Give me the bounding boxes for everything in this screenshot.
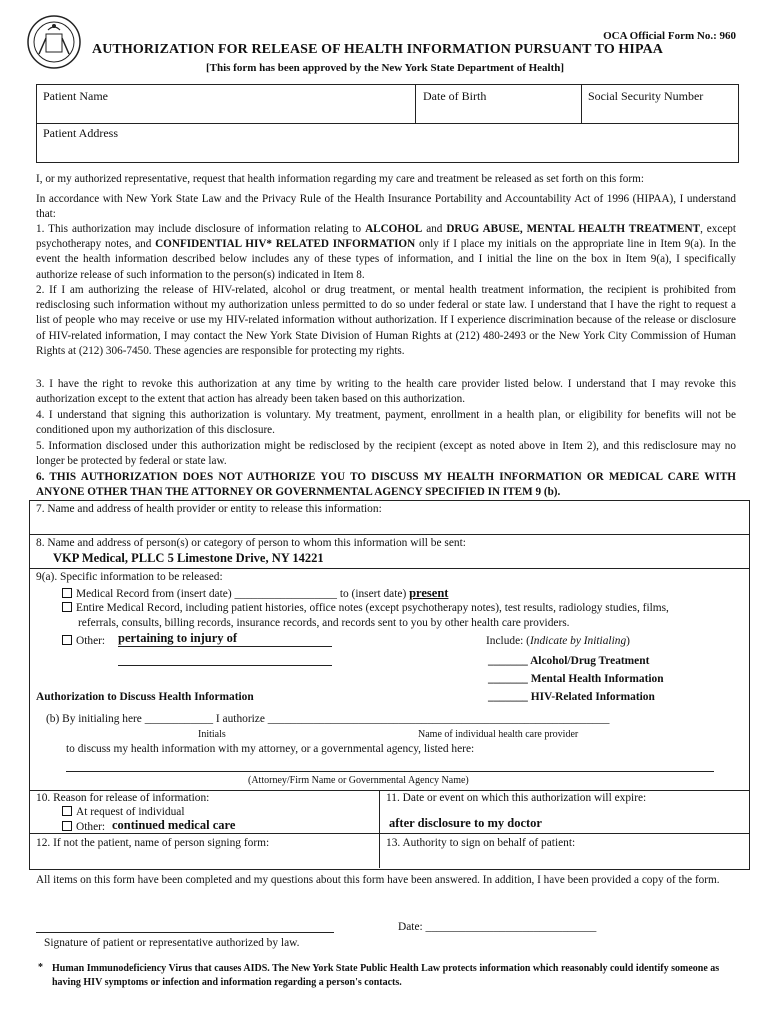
hipaa-intro: In accordance with New York State Law and the Privacy Rule of the Health Insurance Portability and Accountability Act of 1996 (HIPAA), I understand that: [36, 193, 736, 221]
hiv-initial[interactable]: _______ HIV-Related Information [488, 691, 655, 703]
dob-field[interactable]: Date of Birth [423, 89, 487, 103]
item-9b[interactable]: (b) By initialing here ____________ I authorize ____________________________________________________________ [46, 713, 610, 725]
entire-record-cont: referrals, consults, billing records, insurance records, and records sent to you by other health care providers. [78, 617, 570, 629]
other-value[interactable]: pertaining to injury of [118, 631, 332, 647]
item-3: 3. I have the right to revoke this authorization at any time by writing to the health care provider listed below. I understand that I may revoke this authorization except to the extent that action has already been taken based on this authorization. [36, 378, 736, 406]
other-reason-option[interactable]: Other: [62, 821, 105, 833]
present-value[interactable]: present [409, 586, 449, 600]
form-number: OCA Official Form No.: 960 [603, 30, 736, 42]
item-2: 2. If I am authorizing the release of HIV-related, alcohol or drug treatment, or mental health treatment information, the recipient is prohibited from redisclosing such information without my authorization unless permitted to do so under federal or state law. I understand that I have the right to request a list of people who may receive or use my HIV-related information without authorization. If I experience discrimination because of the release or disclosure of HIV-related information, I may contact the New York State Division of Human Rights at (212) 480-2493 or the New York City Commission of Human Rights at (212) 306-7450. These agencies are responsible for protecting my rights. [36, 284, 736, 357]
include-label: Include: (Indicate by Initialing) [486, 635, 630, 647]
intro-text: I, or my authorized representative, request that health information regarding my care and treatment be released as set forth on this form: [36, 173, 644, 185]
ssn-field[interactable]: Social Security Number [588, 89, 704, 103]
reason-value[interactable]: continued medical care [112, 818, 236, 832]
item-8-value[interactable]: VKP Medical, PLLC 5 Limestone Drive, NY 14221 [53, 551, 324, 565]
item-1: 1. This authorization may include disclosure of information relating to ALCOHOL and DRUG ABUSE, MENTAL HEALTH TREATMENT, except psychotherapy notes, and CONFIDENTIAL HIV* RELATED INFORMATION only if I place my initials on the appropriate line in Item 9(a). In the event the health information described below includes any of these types of information, and I initial the line on the box in Item 9(a), I specifically authorize release of such information to the person(s) indicated in Item 8. [36, 223, 736, 281]
item-9a-label: 9(a). Specific information to be released: [36, 571, 223, 583]
mental-health-initial[interactable]: _______ Mental Health Information [488, 673, 664, 685]
form-title: AUTHORIZATION FOR RELEASE OF HEALTH INFORMATION PURSUANT TO HIPAA [92, 42, 663, 57]
other-checkbox[interactable] [62, 635, 72, 645]
other-reason-checkbox[interactable] [62, 821, 72, 831]
footnote-star: * [38, 962, 43, 973]
signature-caption: Signature of patient or representative authorized by law. [44, 937, 300, 949]
item-7-label: 7. Name and address of health provider or entity to release this information: [36, 503, 382, 515]
other-option[interactable]: Other: [62, 635, 105, 647]
entire-record-checkbox[interactable] [62, 602, 72, 612]
expiry-value[interactable]: after disclosure to my doctor [389, 816, 542, 830]
patient-address-field[interactable]: Patient Address [43, 126, 118, 140]
alcohol-drug-initial[interactable]: _______ Alcohol/Drug Treatment [488, 655, 650, 667]
item-13-label[interactable]: 13. Authority to sign on behalf of patient: [386, 837, 576, 849]
discuss-text: to discuss my health information with my attorney, or a governmental agency, listed here: [66, 743, 475, 755]
item-4: 4. I understand that signing this authorization is voluntary. My treatment, payment, enrollment in a health plan, or eligibility for benefits will not be conditioned upon my authorization of this disclosure. [36, 409, 736, 437]
item-12-label[interactable]: 12. If not the patient, name of person signing form: [36, 837, 270, 849]
footnote: Human Immunodeficiency Virus that causes AIDS. The New York State Public Health Law protects information which reasonably could identify someone as having HIV symptoms or infection and information regarding a person's contacts. [52, 963, 720, 988]
entire-record-option[interactable]: Entire Medical Record, including patient histories, office notes (except psychotherapy notes), test results, radiology studies, films, [62, 602, 742, 614]
date-field[interactable]: Date: ______________________________ [398, 921, 597, 933]
item-10-label: 10. Reason for release of information: [36, 792, 210, 804]
auth-discuss-heading: Authorization to Discuss Health Information [36, 691, 254, 703]
medical-record-checkbox[interactable] [62, 588, 72, 598]
agency-line[interactable] [66, 771, 714, 772]
patient-name-field[interactable]: Patient Name [43, 89, 108, 103]
form-subtitle: [This form has been approved by the New York State Department of Health] [205, 62, 565, 74]
closing-text: All items on this form have been completed and my questions about this form have been answered. In addition, I have been provided a copy of the form. [36, 874, 720, 886]
provider-caption: Name of individual health care provider [418, 729, 579, 740]
item-6: 6. THIS AUTHORIZATION DOES NOT AUTHORIZE YOU TO DISCUSS MY HEALTH INFORMATION OR MEDICAL CARE WITH ANYONE OTHER THAN THE ATTORNEY OR GOVERNMENTAL AGENCY SPECIFIED IN ITEM 9 (b). [36, 471, 736, 499]
patient-info-table [36, 84, 739, 163]
medical-record-option[interactable]: Medical Record from (insert date) __________________ to (insert date) present [62, 586, 448, 601]
agency-caption: (Attorney/Firm Name or Governmental Agency Name) [248, 775, 469, 786]
initials-caption: Initials [198, 729, 226, 740]
item-8-label: 8. Name and address of person(s) or category of person to whom this information will be sent: [36, 537, 466, 549]
signature-line[interactable] [36, 932, 334, 933]
at-request-checkbox[interactable] [62, 806, 72, 816]
other-line-2[interactable] [118, 665, 332, 666]
item-5: 5. Information disclosed under this authorization might be redisclosed by the recipient (except as noted above in Item 2), and this redisclosure may no longer be protected by federal or state law. [36, 440, 736, 468]
item-11-label: 11. Date or event on which this authorization will expire: [386, 792, 647, 804]
at-request-option[interactable]: At request of individual [62, 806, 185, 818]
